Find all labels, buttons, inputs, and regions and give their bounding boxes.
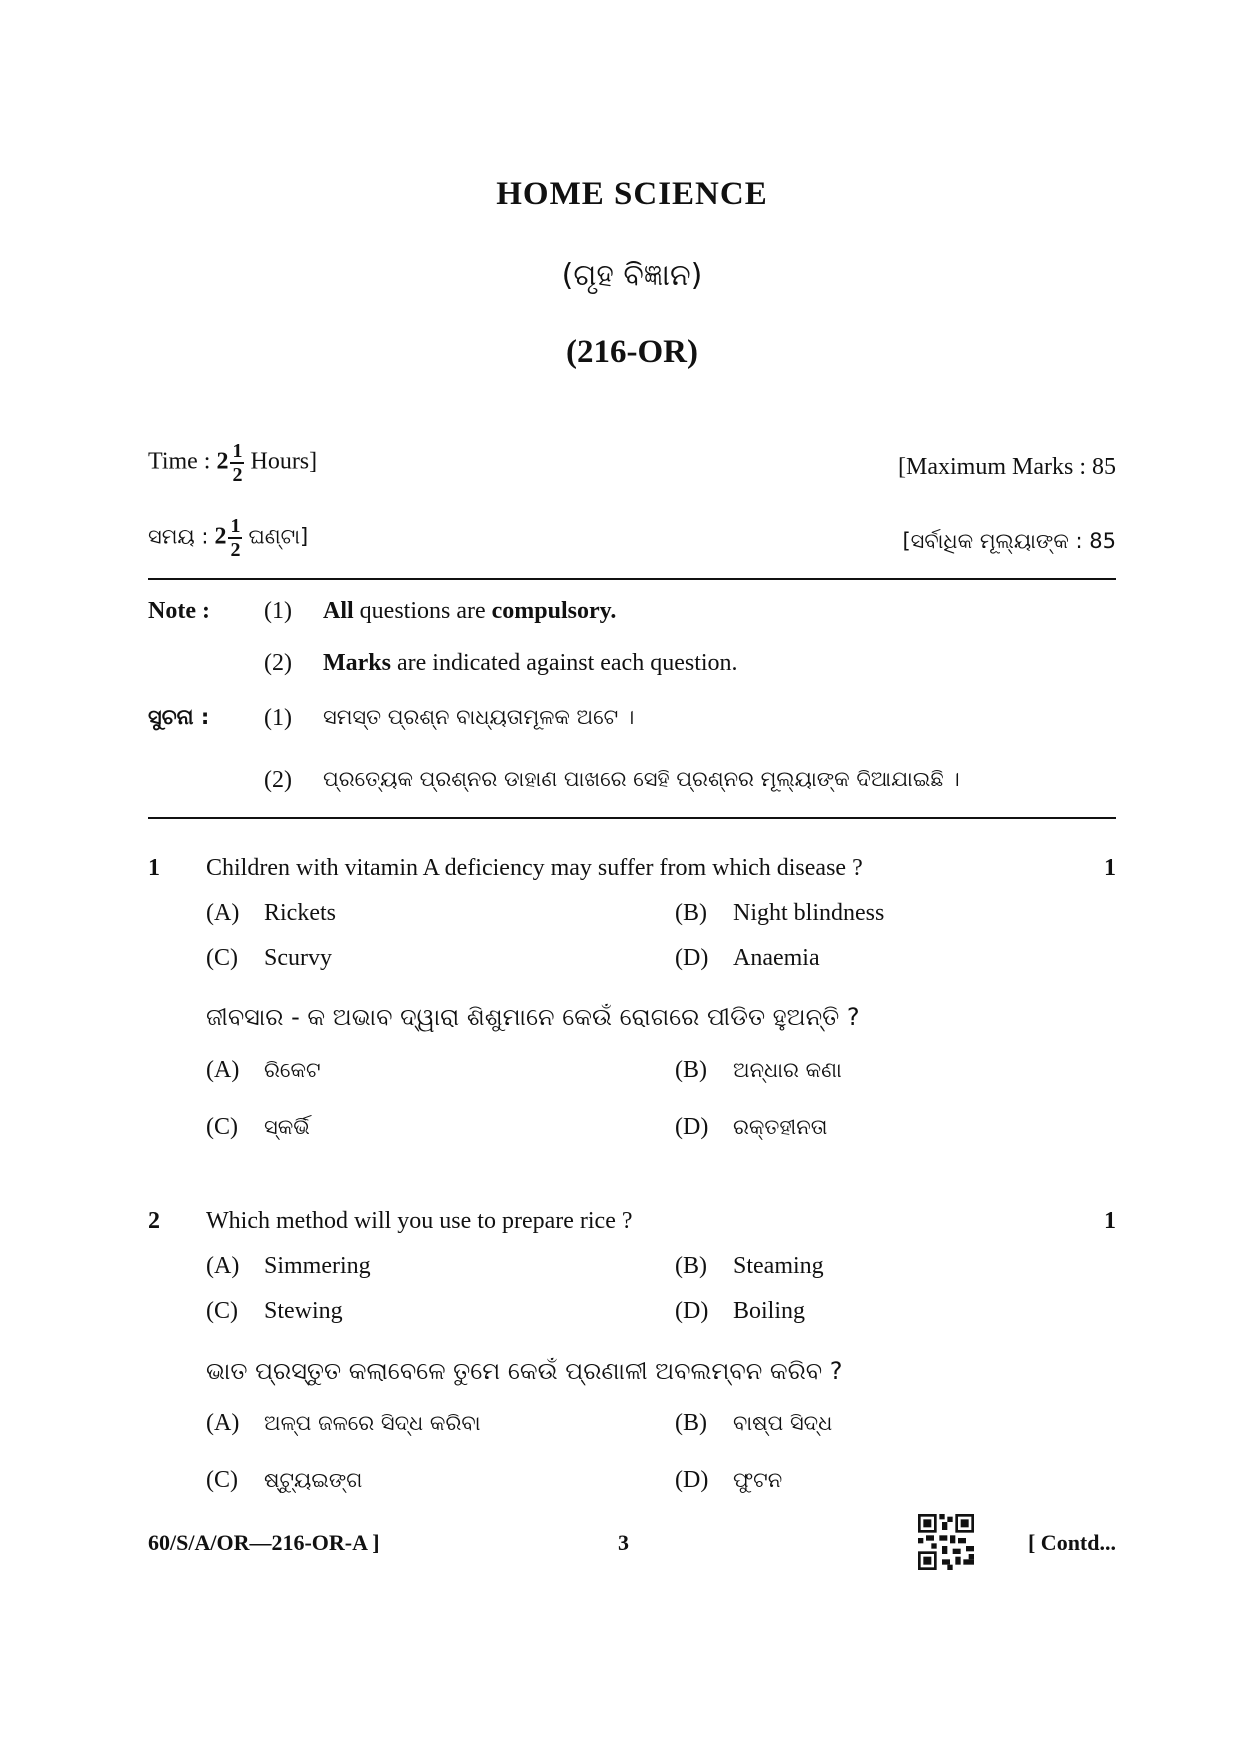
note-2-text xyxy=(323,650,738,677)
time-whole: 2 xyxy=(216,448,229,475)
note-1-number: (1) xyxy=(264,598,292,624)
exam-page xyxy=(148,0,1116,1753)
question-2-option-c-odia xyxy=(206,1467,362,1494)
continued-label: [ Contd... xyxy=(1027,1530,1116,1555)
note-label: Note : xyxy=(148,598,210,624)
time-row xyxy=(148,440,1116,486)
time-fraction-denominator-odia: 2 xyxy=(230,539,241,561)
question-2-text-odia: ଭାତ ପ୍ରସ୍ତୁତ କଲାବେଳେ ତୁମେ କେଉଁ ପ୍ରଣାଳୀ ଅବଲମ୍ବନ କରିବ ? xyxy=(206,1357,843,1385)
option-letter: (B) xyxy=(675,900,707,926)
qr-code-icon xyxy=(918,1514,974,1570)
subject-code: (216-OR) xyxy=(566,334,698,370)
question-2-option-b-odia xyxy=(675,1410,832,1437)
note-2-bold-marks: Marks xyxy=(323,650,391,676)
note-1-middle: questions are xyxy=(353,598,492,624)
question-1-option-b xyxy=(675,900,884,927)
question-2-option-c xyxy=(206,1298,343,1325)
option-text: Anaemia xyxy=(733,945,820,971)
option-letter: (B) xyxy=(675,1410,707,1436)
time-fraction-numerator: 1 xyxy=(232,440,243,462)
option-letter: (B) xyxy=(675,1253,707,1279)
option-text: Boiling xyxy=(733,1298,806,1324)
note-1-bold-compulsory: compulsory. xyxy=(491,598,617,624)
page-title: HOME SCIENCE xyxy=(496,176,768,212)
option-text: Rickets xyxy=(264,900,336,926)
max-marks: [Maximum Marks : 85 xyxy=(898,454,1116,480)
question-1-option-c-odia xyxy=(206,1114,310,1141)
option-letter: (D) xyxy=(675,1467,709,1493)
question-1-option-d-odia xyxy=(675,1114,827,1141)
question-1-marks: 1 xyxy=(1104,855,1116,881)
note-odia-2-number: (2) xyxy=(264,767,292,793)
question-2-text: Which method will you use to prepare rice ? xyxy=(206,1208,633,1234)
time-row-odia xyxy=(148,515,1116,561)
option-text: Simmering xyxy=(264,1253,371,1279)
question-1-option-d xyxy=(675,945,820,972)
note-odia-1-number: (1) xyxy=(264,705,292,731)
option-text: ଷ୍ଟ୍ୟୁଇଙ୍ଗ xyxy=(264,1468,363,1492)
page-number: 3 xyxy=(618,1530,629,1555)
question-1-option-b-odia xyxy=(675,1057,842,1084)
question-1-option-a-odia xyxy=(206,1057,321,1084)
option-text: ସ୍କର୍ଭି xyxy=(264,1115,310,1139)
time-label-odia: ସମୟ : xyxy=(148,524,209,549)
option-letter: (C) xyxy=(206,1298,238,1324)
note-odia-1-text: ସମସ୍ତ ପ୍ରଶ୍ନ ବାଧ୍ୟତାମୂଳକ ଅଟେ । xyxy=(323,705,635,729)
max-marks-odia: [ସର୍ବାଧିକ ମୂଲ୍ୟାଙ୍କ : 85 xyxy=(902,529,1116,553)
question-2-option-b xyxy=(675,1253,824,1280)
option-letter: (A) xyxy=(206,900,240,926)
option-letter: (D) xyxy=(675,1298,709,1324)
option-text: ବାଷ୍ପ ସିଦ୍ଧ xyxy=(733,1411,833,1435)
option-text: ଫୁଟନ xyxy=(733,1468,783,1492)
option-letter: (C) xyxy=(206,945,238,971)
divider-top xyxy=(148,578,1116,580)
footer-paper-code: 60/S/A/OR—216-OR-A ] xyxy=(148,1530,380,1555)
question-2-option-a-odia xyxy=(206,1410,480,1437)
note-1-bold-all: All xyxy=(323,598,354,624)
note-odia-2-text: ପ୍ରତ୍ୟେକ ପ୍ରଶ୍ନର ଡାହାଣ ପାଖରେ ସେହି ପ୍ରଶ୍ନର ମୂଲ୍ୟାଙ୍କ ଦିଆଯାଇଛି । xyxy=(323,767,960,791)
option-text: Steaming xyxy=(733,1253,824,1279)
divider-bottom xyxy=(148,817,1116,819)
page-subtitle-odia: (ଗୃହ ବିଜ୍ଞାନ) xyxy=(561,258,703,293)
question-2-number: 2 xyxy=(148,1208,160,1234)
time-unit: Hours] xyxy=(250,448,318,475)
time-fraction-denominator: 2 xyxy=(232,464,243,486)
time-label: Time : xyxy=(148,448,211,475)
question-1-text-odia: ଜୀବସାର - କ ଅଭାବ ଦ୍ୱାରା ଶିଶୁମାନେ କେଉଁ ରୋଗରେ ପୀଡିତ ହୁଅନ୍ତି ? xyxy=(206,1003,860,1031)
option-text: Stewing xyxy=(264,1298,343,1324)
option-letter: (C) xyxy=(206,1467,238,1493)
note-label-odia: ସୁଚନା : xyxy=(148,705,210,729)
option-letter: (C) xyxy=(206,1114,238,1140)
question-1-number: 1 xyxy=(148,855,160,881)
question-1-text: Children with vitamin A deficiency may suffer from which disease ? xyxy=(206,855,863,881)
question-2-option-a xyxy=(206,1253,371,1280)
question-1-option-c xyxy=(206,945,332,972)
option-letter: (B) xyxy=(675,1057,707,1083)
option-text: ଅନ୍ଧାର କଣା xyxy=(733,1058,842,1082)
time-unit-odia: ଘଣ୍ଟା] xyxy=(248,524,309,549)
time-fraction-odia xyxy=(228,515,242,561)
option-text: ରକ୍ତହୀନତା xyxy=(733,1115,828,1139)
note-2-rest: are indicated against each question. xyxy=(391,650,738,676)
question-2-option-d xyxy=(675,1298,805,1325)
time-fraction xyxy=(230,440,244,486)
question-1-option-a xyxy=(206,900,336,927)
question-2-marks: 1 xyxy=(1104,1208,1116,1234)
note-2-number: (2) xyxy=(264,650,292,676)
option-text: Night blindness xyxy=(733,900,885,926)
option-text: ଅଳ୍ପ ଜଳରେ ସିଦ୍ଧ କରିବା xyxy=(264,1411,481,1435)
option-letter: (D) xyxy=(675,1114,709,1140)
option-letter: (A) xyxy=(206,1410,240,1436)
option-text: ରିକେଟ xyxy=(264,1058,321,1082)
question-2-option-d-odia xyxy=(675,1467,782,1494)
option-text: Scurvy xyxy=(264,945,332,971)
time-fraction-numerator-odia: 1 xyxy=(230,515,241,537)
option-letter: (A) xyxy=(206,1253,240,1279)
note-1-text xyxy=(323,598,616,625)
option-letter: (A) xyxy=(206,1057,240,1083)
time-whole-odia: 2 xyxy=(214,523,227,550)
option-letter: (D) xyxy=(675,945,709,971)
